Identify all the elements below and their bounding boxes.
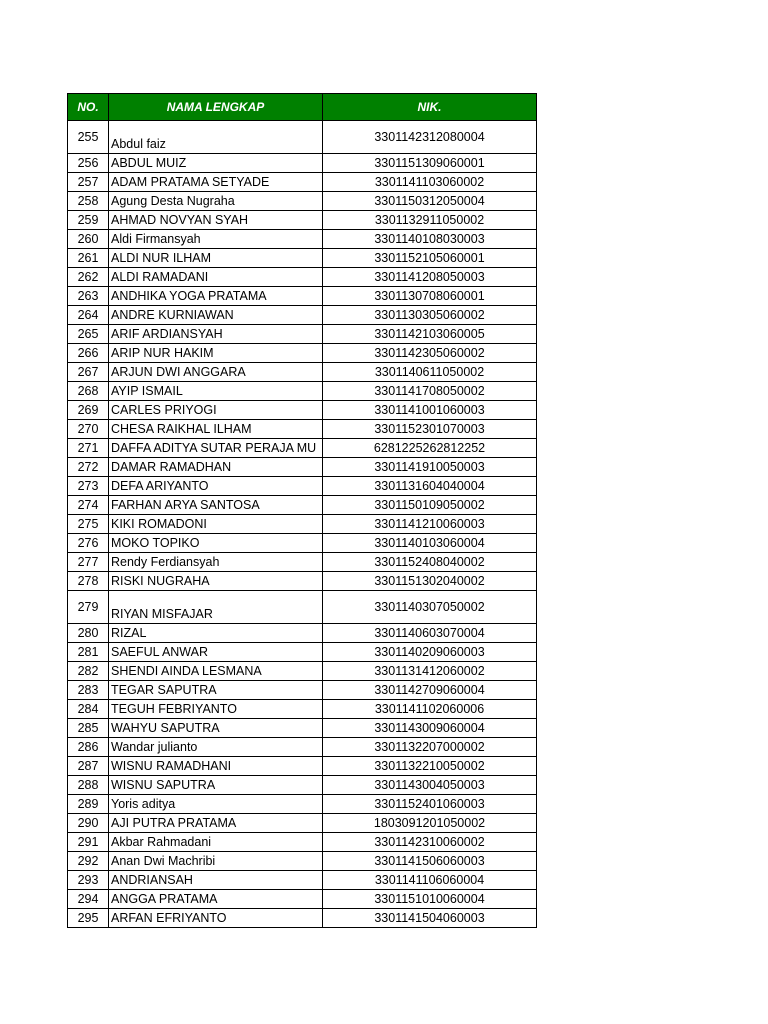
row-nik: 3301141103060002 [323,173,537,192]
row-number: 267 [68,363,109,382]
row-name: Akbar Rahmadani [109,833,323,852]
row-nik: 3301143004050003 [323,776,537,795]
row-name: Anan Dwi Machribi [109,852,323,871]
header-row [68,94,537,121]
row-nik: 3301151302040002 [323,572,537,591]
table-row [68,363,537,382]
row-name: ARFAN EFRIYANTO [109,909,323,928]
row-name: Aldi Firmansyah [109,230,323,249]
row-number: 294 [68,890,109,909]
row-name: WAHYU SAPUTRA [109,719,323,738]
row-nik: 3301152105060001 [323,249,537,268]
row-number: 290 [68,814,109,833]
row-nik: 3301142310060002 [323,833,537,852]
row-nik: 3301141102060006 [323,700,537,719]
row-number: 265 [68,325,109,344]
table-row [68,795,537,814]
table-row [68,268,537,287]
row-name: ALDI NUR ILHAM [109,249,323,268]
table-row [68,534,537,553]
row-nik: 3301152301070003 [323,420,537,439]
row-name: Wandar julianto [109,738,323,757]
row-name: RISKI NUGRAHA [109,572,323,591]
row-number: 274 [68,496,109,515]
row-nik: 3301150312050004 [323,192,537,211]
row-number: 282 [68,662,109,681]
row-name: ALDI RAMADANI [109,268,323,287]
table-row [68,591,537,624]
table-row [68,553,537,572]
row-nik: 3301140307050002 [323,591,537,624]
table-row [68,382,537,401]
row-name: MOKO TOPIKO [109,534,323,553]
row-nik: 3301131412060002 [323,662,537,681]
row-nik: 3301141504060003 [323,909,537,928]
row-number: 291 [68,833,109,852]
row-number: 287 [68,757,109,776]
row-number: 277 [68,553,109,572]
row-number: 288 [68,776,109,795]
row-number: 259 [68,211,109,230]
row-name: AJI PUTRA PRATAMA [109,814,323,833]
row-name: DEFA ARIYANTO [109,477,323,496]
header-no: NO. [68,94,109,121]
table-row [68,833,537,852]
row-nik: 3301141106060004 [323,871,537,890]
row-nik: 3301140108030003 [323,230,537,249]
row-number: 263 [68,287,109,306]
table-row [68,643,537,662]
row-name: ANDRE KURNIAWAN [109,306,323,325]
row-nik: 3301151010060004 [323,890,537,909]
student-table [67,93,537,928]
row-name: TEGAR SAPUTRA [109,681,323,700]
row-name: Agung Desta Nugraha [109,192,323,211]
row-number: 271 [68,439,109,458]
row-number: 273 [68,477,109,496]
row-number: 258 [68,192,109,211]
row-number: 285 [68,719,109,738]
table-body [68,121,537,928]
row-number: 260 [68,230,109,249]
row-name: CARLES PRIYOGI [109,401,323,420]
row-name: ARIP NUR HAKIM [109,344,323,363]
row-nik: 3301142103060005 [323,325,537,344]
row-number: 280 [68,624,109,643]
row-nik: 3301140209060003 [323,643,537,662]
row-name: TEGUH FEBRIYANTO [109,700,323,719]
table-row [68,572,537,591]
row-name: RIYAN MISFAJAR [109,591,323,624]
row-nik: 3301152408040002 [323,553,537,572]
table-row [68,852,537,871]
row-name: Yoris aditya [109,795,323,814]
row-number: 268 [68,382,109,401]
row-number: 295 [68,909,109,928]
row-nik: 6281225262812252 [323,439,537,458]
row-number: 262 [68,268,109,287]
row-number: 266 [68,344,109,363]
row-number: 256 [68,154,109,173]
row-nik: 3301141210060003 [323,515,537,534]
table-row [68,496,537,515]
row-number: 255 [68,121,109,154]
row-name: KIKI ROMADONI [109,515,323,534]
row-nik: 3301141708050002 [323,382,537,401]
table-row [68,738,537,757]
row-name: FARHAN ARYA SANTOSA [109,496,323,515]
table-row [68,662,537,681]
table-row [68,439,537,458]
row-nik: 3301152401060003 [323,795,537,814]
row-name: ADAM PRATAMA SETYADE [109,173,323,192]
row-nik: 1803091201050002 [323,814,537,833]
row-nik: 3301151309060001 [323,154,537,173]
row-number: 261 [68,249,109,268]
row-nik: 3301140103060004 [323,534,537,553]
row-nik: 3301141001060003 [323,401,537,420]
table-row [68,230,537,249]
row-nik: 3301140611050002 [323,363,537,382]
row-nik: 3301142709060004 [323,681,537,700]
row-number: 283 [68,681,109,700]
row-nik: 3301141208050003 [323,268,537,287]
row-nik: 3301132911050002 [323,211,537,230]
table-row [68,211,537,230]
row-name: ANGGA PRATAMA [109,890,323,909]
table-row [68,700,537,719]
row-nik: 3301132207000002 [323,738,537,757]
row-name: SHENDI AINDA LESMANA [109,662,323,681]
table-row [68,515,537,534]
row-name: Rendy Ferdiansyah [109,553,323,572]
table-row [68,420,537,439]
row-number: 275 [68,515,109,534]
table-row [68,757,537,776]
table-row [68,477,537,496]
table-row [68,909,537,928]
table-row [68,719,537,738]
table-row [68,401,537,420]
row-nik: 3301132210050002 [323,757,537,776]
row-name: ANDHIKA YOGA PRATAMA [109,287,323,306]
row-number: 278 [68,572,109,591]
table-row [68,458,537,477]
row-number: 279 [68,591,109,624]
row-name: ARIF ARDIANSYAH [109,325,323,344]
row-nik: 3301143009060004 [323,719,537,738]
row-nik: 3301142312080004 [323,121,537,154]
row-name: CHESA RAIKHAL ILHAM [109,420,323,439]
row-nik: 3301141506060003 [323,852,537,871]
table-row [68,287,537,306]
row-name: RIZAL [109,624,323,643]
row-number: 289 [68,795,109,814]
row-name: SAEFUL ANWAR [109,643,323,662]
row-nik: 3301130708060001 [323,287,537,306]
row-nik: 3301131604040004 [323,477,537,496]
row-name: WISNU SAPUTRA [109,776,323,795]
header-nik: NIK. [323,94,537,121]
table-row [68,776,537,795]
row-number: 264 [68,306,109,325]
row-name: WISNU RAMADHANI [109,757,323,776]
row-number: 284 [68,700,109,719]
row-name: ARJUN DWI ANGGARA [109,363,323,382]
table-row [68,890,537,909]
header-name: NAMA LENGKAP [109,94,323,121]
table-row [68,306,537,325]
table-row [68,121,537,154]
row-nik: 3301140603070004 [323,624,537,643]
table-row [68,814,537,833]
table-row [68,681,537,700]
table-row [68,173,537,192]
table-row [68,871,537,890]
row-number: 292 [68,852,109,871]
row-name: ANDRIANSAH [109,871,323,890]
row-name: DAMAR RAMADHAN [109,458,323,477]
table-row [68,154,537,173]
row-name: AYIP ISMAIL [109,382,323,401]
row-nik: 3301142305060002 [323,344,537,363]
table-row [68,344,537,363]
row-number: 286 [68,738,109,757]
table-row [68,249,537,268]
row-name: AHMAD NOVYAN SYAH [109,211,323,230]
row-nik: 3301141910050003 [323,458,537,477]
row-nik: 3301130305060002 [323,306,537,325]
row-number: 293 [68,871,109,890]
row-number: 270 [68,420,109,439]
row-number: 269 [68,401,109,420]
table-row [68,192,537,211]
row-number: 276 [68,534,109,553]
row-name: ABDUL MUIZ [109,154,323,173]
row-nik: 3301150109050002 [323,496,537,515]
row-name: Abdul faiz [109,121,323,154]
row-number: 281 [68,643,109,662]
table-row [68,325,537,344]
row-number: 257 [68,173,109,192]
row-name: DAFFA ADITYA SUTAR PERAJA MU [109,439,323,458]
row-number: 272 [68,458,109,477]
table-row [68,624,537,643]
